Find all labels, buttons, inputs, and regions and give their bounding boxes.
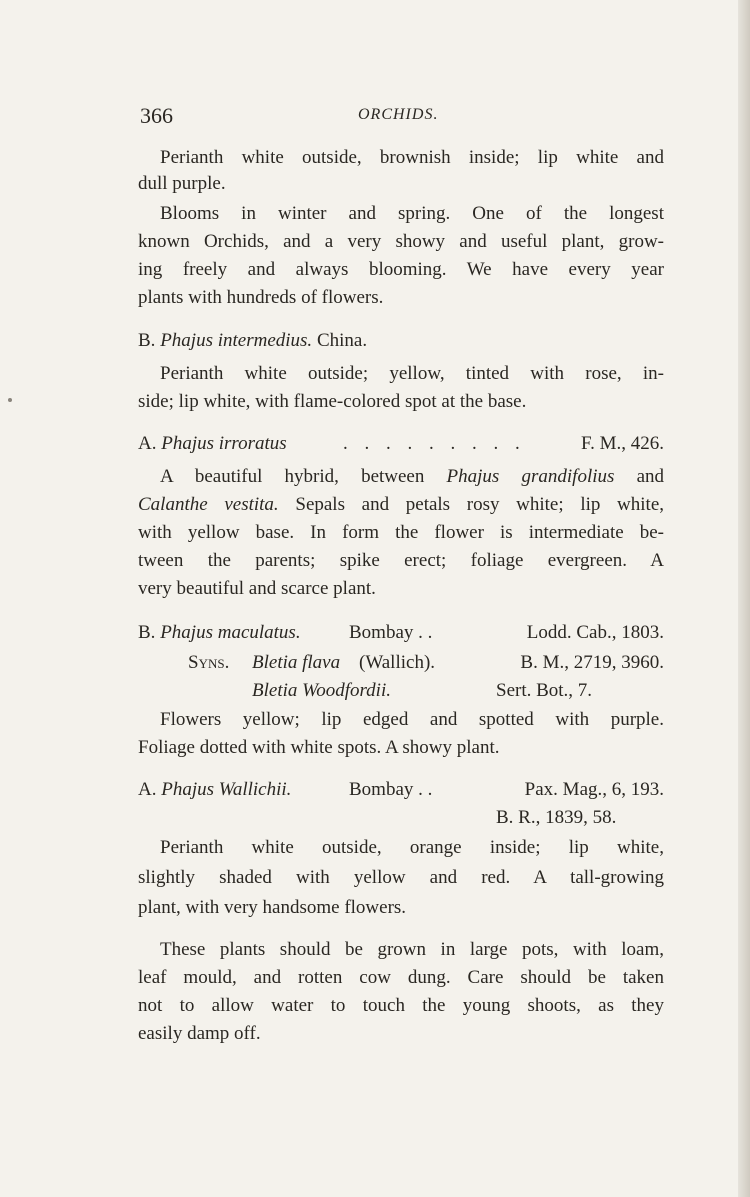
synonym-label: Syns. [188, 652, 230, 673]
paragraph-line: dull purple. [138, 173, 226, 194]
literature-reference: Pax. Mag., 6, 193. [524, 779, 664, 800]
species-origin: Bombay . . [349, 622, 433, 643]
page-header [140, 103, 665, 131]
species-heading [138, 432, 664, 456]
paragraph-line: leaf mould, and rotten cow dung. Care should be taken [138, 967, 664, 988]
dot-leader: . . . . . . . . . [343, 433, 526, 454]
description-line [138, 493, 664, 517]
paragraph-line: plants with hundreds of flowers. [138, 287, 384, 308]
paragraph-line: easily damp off. [138, 1023, 261, 1044]
text-run: A beautiful hybrid, between [160, 466, 425, 487]
paragraph-line: These plants should be grown in large pots, with loam, [160, 939, 664, 960]
description-line: Perianth white outside; yellow, tinted with rose, in- [160, 363, 664, 384]
synonym-name: Bletia flava [252, 652, 341, 673]
species-name: Phajus grandifolius [446, 466, 615, 487]
text-run: and [636, 466, 665, 487]
synonym-name: Bletia Woodfordii. [252, 680, 391, 701]
paragraph-line: known Orchids, and a very showy and useful plant, grow- [138, 231, 664, 252]
variety-prefix: B. [138, 330, 156, 351]
description-line: Perianth white outside, orange inside; lip white, [160, 837, 664, 858]
literature-reference: B. R., 1839, 58. [496, 807, 617, 828]
variety-prefix: A. [138, 779, 157, 800]
description-line: slightly shaded with yellow and red. A tall-growing [138, 867, 664, 888]
paragraph-line: ing freely and always blooming. We have every year [138, 259, 664, 280]
page-edge [738, 0, 750, 1197]
literature-reference: Sert. Bot., 7. [496, 680, 593, 701]
species-name: Phajus maculatus. [160, 622, 301, 643]
description-line: very beautiful and scarce plant. [138, 578, 376, 599]
literature-reference: B. M., 2719, 3960. [520, 652, 664, 673]
variety-prefix: A. [138, 433, 157, 454]
description-line: tween the parents; spike erect; foliage evergreen. A [138, 550, 664, 571]
species-name: Calanthe vestita. [138, 494, 279, 515]
species-name: Phajus Wallichii. [161, 779, 292, 800]
species-name: Phajus irroratus [161, 433, 287, 454]
margin-speck [8, 398, 12, 402]
text-run: Sepals and petals rosy white; lip white, [295, 494, 665, 515]
synonym-author: (Wallich). [359, 652, 436, 673]
page-number: 366 [140, 103, 173, 128]
literature-reference: Lodd. Cab., 1803. [526, 622, 664, 643]
description-line [138, 465, 664, 489]
paragraph-line: Perianth white outside, brownish inside; lip white and [160, 147, 664, 168]
species-origin: China. [316, 330, 368, 351]
species-heading [138, 621, 664, 645]
species-heading [138, 329, 664, 353]
description-line: Flowers yellow; lip edged and spotted with purple. [160, 709, 664, 730]
description-line: Foliage dotted with white spots. A showy plant. [138, 737, 500, 758]
description-line: plant, with very handsome flowers. [138, 897, 407, 918]
variety-prefix: B. [138, 622, 156, 643]
paragraph-line: not to allow water to touch the young shoots, as they [138, 995, 664, 1016]
description-line: with yellow base. In form the flower is intermediate be- [138, 522, 664, 543]
paragraph-line: Blooms in winter and spring. One of the longest [160, 203, 664, 224]
species-heading [138, 778, 664, 802]
species-origin: Bombay . . [349, 779, 433, 800]
description-line: side; lip white, with flame-colored spot at the base. [138, 391, 527, 412]
running-title: ORCHIDS. [358, 106, 439, 123]
species-name: Phajus intermedius. [160, 330, 313, 351]
literature-reference: F. M., 426. [581, 433, 664, 454]
